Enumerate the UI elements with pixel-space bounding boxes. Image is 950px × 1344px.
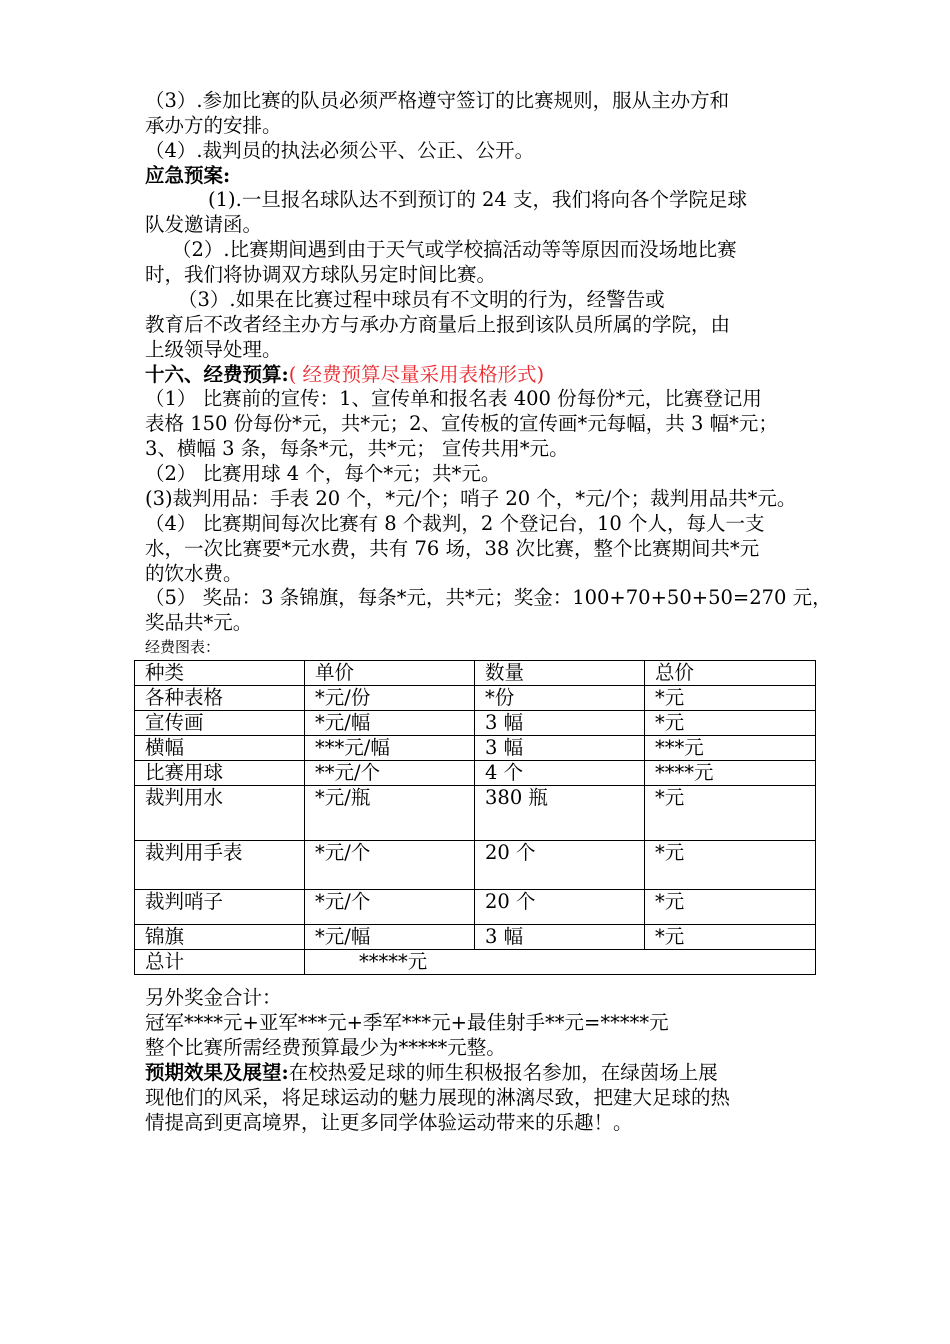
budget-table (134, 660, 816, 975)
cell-quantity: 4 个 (475, 761, 645, 786)
total-label: 总计 (135, 950, 305, 975)
cell-total-price: *元 (645, 686, 816, 711)
emergency-3-line3: 上级领导处理。 (145, 338, 282, 361)
cell-quantity: 3 幅 (475, 925, 645, 950)
emergency-2-line2: 时，我们将协调双方球队另定时间比赛。 (145, 263, 497, 286)
budget-item-3: (3)裁判用品：手表 20 个，*元/个；哨子 20 个，*元/个；裁判用品共*元。 (145, 487, 797, 510)
outlook-line2: 现他们的风采，将足球运动的魅力展现的淋漓尽致，把建大足球的热 (145, 1086, 731, 1109)
rule-4: （4）.裁判员的执法必须公平、公正、公开。 (145, 139, 535, 162)
cell-quantity: 3 幅 (475, 711, 645, 736)
cell-total-price: *元 (645, 711, 816, 736)
emergency-1-line1: (1).一旦报名球队达不到预订的 24 支，我们将向各个学院足球 (208, 188, 748, 211)
cell-unit-price: *元/份 (305, 686, 475, 711)
budget-item-1-line3: 3、横幅 3 条，每条*元，共*元； 宣传共用*元。 (145, 437, 569, 460)
header-total-price: 总价 (645, 661, 816, 686)
cell-total-price: ****元 (645, 761, 816, 786)
cell-category: 各种表格 (135, 686, 305, 711)
cell-unit-price: *元/幅 (305, 711, 475, 736)
header-category: 种类 (135, 661, 305, 686)
cell-category: 裁判用水 (135, 786, 305, 841)
table-row (135, 711, 816, 736)
outlook-line1-text: 在校热爱足球的师生积极报名参加，在绿茵场上展 (288, 1061, 718, 1084)
budget-item-1-line1: （1） 比赛前的宣传：1、宣传单和报名表 400 份每份*元，比赛登记用 (145, 387, 762, 410)
cell-category: 比赛用球 (135, 761, 305, 786)
budget-heading (145, 362, 825, 387)
emergency-1-line2: 队发邀请函。 (145, 213, 263, 236)
table-row (135, 841, 816, 890)
table-row (135, 890, 816, 925)
cell-unit-price: ***元/幅 (305, 736, 475, 761)
budget-item-4-line1: （4） 比赛期间每次比赛有 8 个裁判，2 个登记台，10 个人，每人一支 (145, 512, 765, 535)
cell-quantity: 20 个 (475, 841, 645, 890)
cell-unit-price: *元/个 (305, 890, 475, 925)
cell-quantity: 380 瓶 (475, 786, 645, 841)
budget-item-4-line2: 水，一次比赛要*元水费，共有 76 场，38 次比赛，整个比赛期间共*元 (145, 537, 760, 560)
emergency-3-line1: （3）.如果在比赛过程中球员有不文明的行为，经警告或 (178, 288, 665, 311)
emergency-heading: 应急预案: (145, 164, 231, 187)
rule-3-line2: 承办方的安排。 (145, 114, 282, 137)
budget-item-2: （2） 比赛用球 4 个，每个*元；共*元。 (145, 462, 501, 485)
budget-heading-text: 十六、经费预算: (145, 363, 289, 386)
chart-caption: 经费图表： (145, 638, 221, 656)
table-row (135, 925, 816, 950)
cell-total-price: *元 (645, 786, 816, 841)
table-row (135, 761, 816, 786)
header-unit-price: 单价 (305, 661, 475, 686)
cell-total-price: ***元 (645, 736, 816, 761)
table-total-row (135, 950, 816, 975)
cell-category: 裁判用手表 (135, 841, 305, 890)
cell-category: 宣传画 (135, 711, 305, 736)
emergency-3-line2: 教育后不改者经主办方与承办方商量后上报到该队员所属的学院，由 (145, 313, 731, 336)
prize-formula: 冠军****元+亚军***元+季军***元+最佳射手**元=*****元 (145, 1011, 669, 1034)
cell-total-price: *元 (645, 925, 816, 950)
table-row (135, 736, 816, 761)
outlook-line1 (145, 1060, 825, 1085)
outlook-heading: 预期效果及展望: (145, 1061, 289, 1084)
emergency-2-line1: （2）.比赛期间遇到由于天气或学校搞活动等等原因而没场地比赛 (172, 238, 737, 261)
cell-unit-price: *元/幅 (305, 925, 475, 950)
budget-heading-note: ( 经费预算尽量采用表格形式) (288, 363, 545, 386)
cell-quantity: *份 (475, 686, 645, 711)
cell-category: 横幅 (135, 736, 305, 761)
cell-category: 裁判哨子 (135, 890, 305, 925)
total-value: *****元 (305, 950, 816, 975)
cell-unit-price: *元/瓶 (305, 786, 475, 841)
header-quantity: 数量 (475, 661, 645, 686)
overall-budget: 整个比赛所需经费预算最少为*****元整。 (145, 1036, 506, 1059)
budget-item-4-line3: 的饮水费。 (145, 562, 243, 585)
prize-label: 另外奖金合计： (145, 986, 282, 1009)
table-header-row (135, 661, 816, 686)
outlook-line3: 情提高到更高境界，让更多同学体验运动带来的乐趣！。 (145, 1111, 633, 1134)
budget-item-5-line1: （5） 奖品：3 条锦旗，每条*元，共*元；奖金：100+70+50+50=270 元， (145, 586, 832, 609)
cell-total-price: *元 (645, 841, 816, 890)
cell-category: 锦旗 (135, 925, 305, 950)
table-row (135, 686, 816, 711)
table-row (135, 786, 816, 841)
cell-unit-price: *元/个 (305, 841, 475, 890)
budget-item-5-line2: 奖品共*元。 (145, 611, 253, 634)
cell-total-price: *元 (645, 890, 816, 925)
rule-3-line1: （3）.参加比赛的队员必须严格遵守签订的比赛规则，服从主办方和 (145, 89, 730, 112)
budget-item-1-line2: 表格 150 份每份*元，共*元；2、宣传板的宣传画*元每幅，共 3 幅*元； (145, 412, 778, 435)
cell-unit-price: **元/个 (305, 761, 475, 786)
cell-quantity: 20 个 (475, 890, 645, 925)
cell-quantity: 3 幅 (475, 736, 645, 761)
